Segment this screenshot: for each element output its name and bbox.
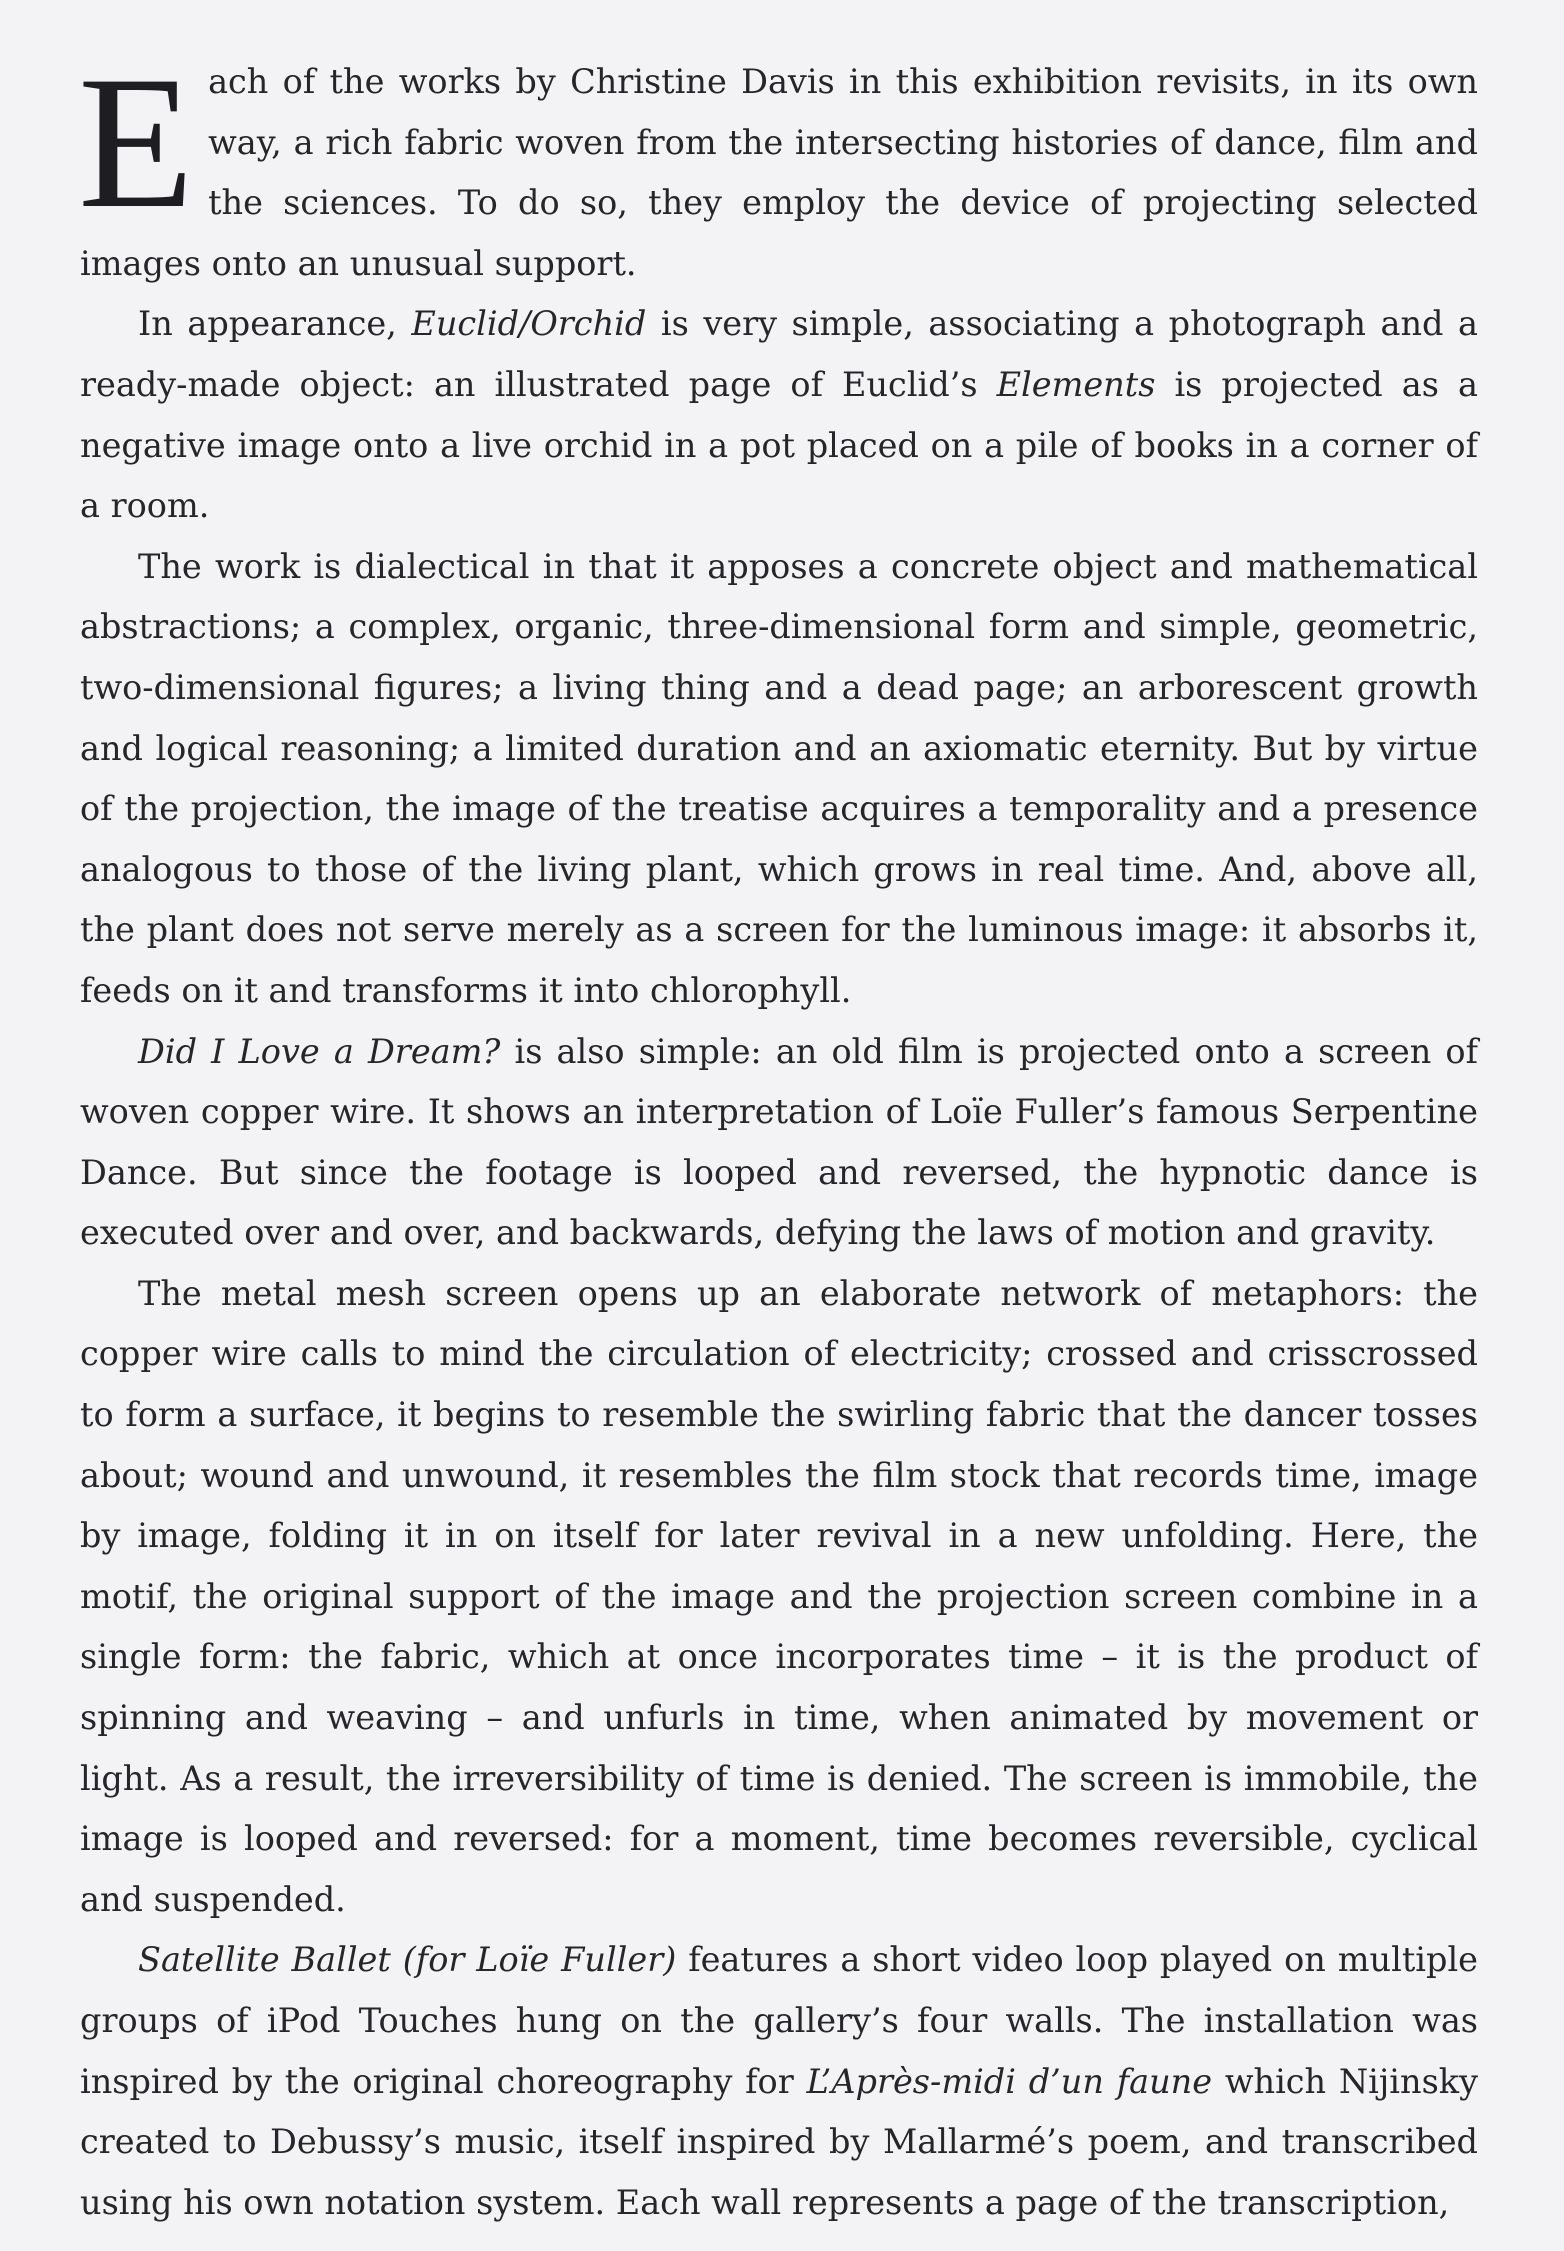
text-segment: is projected as a negative image onto a live orchid in a pot placed on a pile of books in a corner of a room. <box>80 364 1478 526</box>
paragraph-4 <box>80 1022 1478 1264</box>
work-title: Euclid/Orchid <box>411 304 647 344</box>
drop-cap: E <box>78 38 195 248</box>
book-title: Elements <box>996 364 1156 404</box>
text-segment: which Nijinsky created to Debussy’s music, itself inspired by Mallarmé’s poem, and transcribed using his own notation system. Each wall represents a page of the transcription, <box>80 2061 1478 2222</box>
text-segment: ach of the works by Christine Davis in this exhibition revisits, in its own way, a rich fabric woven from the intersecting histories of dance, film and the sciences. To do so, they employ the device of projecting selected images onto an unusual support. <box>80 62 1478 283</box>
text-segment: is also simple: an old film is projected onto a screen of woven copper wire. It shows an interpretation of Loïe Fuller’s famous Serpentine Dance. But since the footage is looped and reversed, the hypnotic dance is executed over and over, and backwards, defying the laws of motion and gravity. <box>80 1031 1478 1253</box>
paragraph-2 <box>80 294 1478 536</box>
work-title: Did I Love a Dream? <box>138 1031 501 1071</box>
work-title: L’Après-midi d’un faune <box>806 2061 1213 2101</box>
work-title: Satellite Ballet (for Loïe Fuller) <box>138 1940 677 1980</box>
paragraph-3 <box>80 537 1478 1022</box>
text-segment: The metal mesh screen opens up an elaborate network of metaphors: the copper wire calls to mind the circulation of electricity; crossed and crisscrossed to form a surface, it begins to resemble the swirling fabric that the dancer tosses about; wound and unwound, it resembles the film stock that records time, image by image, folding it in on itself for later revival in a new unfolding. Here, the motif, the original support of the image and the projection screen combine in a single form: the fabric, which at once incorporates time – it is the product of spinning and weaving – and unfurls in time, when animated by movement or light. As a result, the irreversibility of time is denied. The screen is immobile, the image is looped and reversed: for a moment, time becomes reversible, cyclical and suspended. <box>80 1273 1478 1919</box>
text-segment: features a short video loop played on multiple groups of iPod Touches hung on the gallery’s four walls. The installation was inspired by the original choreography for <box>80 1940 1478 2101</box>
text-segment: The work is dialectical in that it apposes a concrete object and mathematical abstractions; a complex, organic, three-dimensional form and simple, geometric, two-dimensional figures; a living thing and a dead page; an arborescent growth and logical reasoning; a limited duration and an axiomatic eternity. But by virtue of the projection, the image of the treatise acquires a temporality and a presence analogous to those of the living plant, which grows in real time. And, above all, the plant does not serve merely as a screen for the luminous image: it absorbs it, feeds on it and transforms it into chlorophyll. <box>80 546 1478 1010</box>
text-segment: In appearance, <box>138 304 412 344</box>
paragraph-6 <box>80 1930 1478 2233</box>
document-page <box>78 38 1478 2233</box>
paragraph-5 <box>80 1264 1478 1931</box>
text-segment: is very simple, associating a photograph and a ready-made object: an illustrated page of Euclid’s <box>80 304 1478 404</box>
paragraph-1 <box>78 38 1478 294</box>
